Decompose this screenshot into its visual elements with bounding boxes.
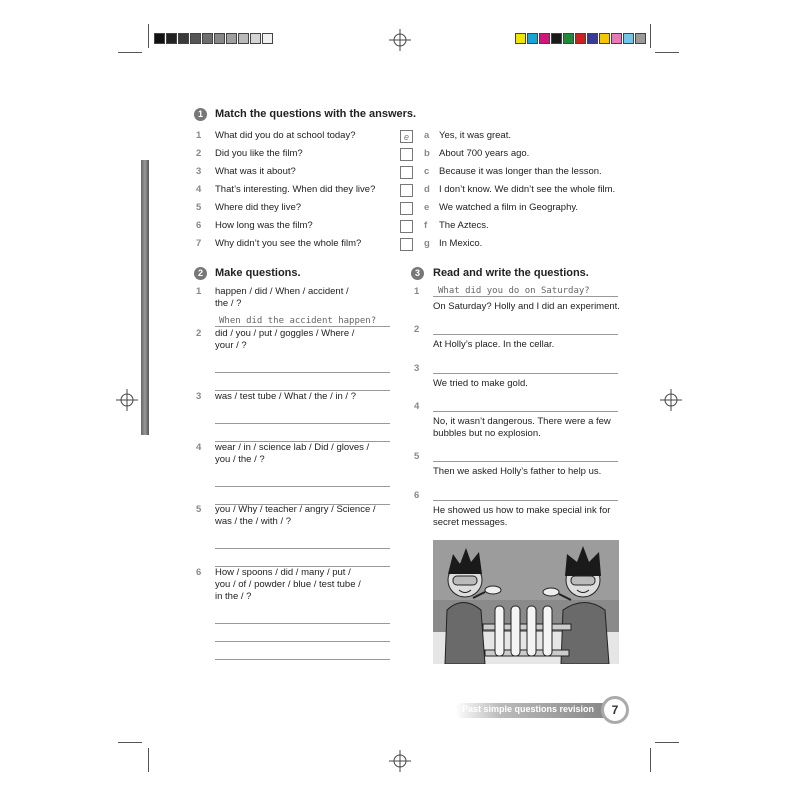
answer-box[interactable] [400, 202, 413, 215]
prompt-line-1: wear / in / science lab / Did / gloves / [215, 442, 370, 453]
answer-line[interactable] [215, 659, 390, 660]
answer-text: About 700 years ago. [439, 148, 530, 159]
response-line-2: bubbles but no explosion. [433, 428, 541, 439]
color-swatch [611, 33, 622, 44]
answer-line[interactable] [215, 641, 390, 642]
answer-text: In Mexico. [439, 238, 483, 249]
question-text: What was it about? [215, 166, 296, 177]
prompt-line-2: the / ? [215, 298, 242, 309]
example-answer: What did you do on Saturday? [438, 286, 590, 296]
response-line-1: He showed us how to make special ink for [433, 505, 611, 516]
question-number: 2 [196, 148, 202, 159]
color-swatch [587, 33, 598, 44]
color-swatch [635, 33, 646, 44]
answer-line[interactable] [433, 296, 618, 297]
gray-swatch [154, 33, 165, 44]
registration-mark-bottom-icon [389, 750, 411, 772]
question-number: 7 [196, 238, 202, 249]
answer-letter: a [424, 130, 430, 141]
question-text: That’s interesting. When did they live? [215, 184, 376, 195]
question-number: 4 [196, 184, 202, 195]
gray-swatch [262, 33, 273, 44]
prompt-line-2: was / the / with / ? [215, 516, 292, 527]
answer-line[interactable] [433, 461, 618, 462]
answer-line[interactable] [433, 500, 618, 501]
answer-text: We watched a film in Geography. [439, 202, 579, 213]
question-number: 6 [196, 220, 202, 231]
item-number: 2 [414, 324, 420, 335]
response-line-1: We tried to make gold. [433, 378, 528, 389]
exercise-number-badge: 1 [194, 108, 207, 121]
question-text: How long was the film? [215, 220, 313, 231]
gray-swatch [178, 33, 189, 44]
response-line-1: On Saturday? Holly and I did an experiment. [433, 301, 620, 312]
answer-text: I don’t know. We didn’t see the whole film. [439, 184, 616, 195]
prompt-line-1: you / Why / teacher / angry / Science / [215, 504, 376, 515]
registration-mark-top-icon [389, 29, 411, 51]
item-number: 6 [414, 490, 420, 501]
item-number: 6 [196, 567, 202, 578]
question-text: What did you do at school today? [215, 130, 356, 141]
color-swatch [515, 33, 526, 44]
item-number: 4 [196, 442, 202, 453]
exercise-title: Make questions. [215, 267, 301, 279]
item-number: 3 [196, 391, 202, 402]
answer-letter: e [424, 202, 430, 213]
answer-line[interactable] [433, 373, 618, 374]
answer-box[interactable] [400, 238, 413, 251]
answer-line[interactable] [215, 548, 390, 549]
answer-box[interactable] [400, 220, 413, 233]
item-number: 4 [414, 401, 420, 412]
example-answer: When did the accident happen? [219, 316, 377, 326]
registration-mark-right-icon [660, 389, 682, 411]
answer-box[interactable]: e [400, 130, 413, 143]
answer-line[interactable] [433, 334, 618, 335]
prompt-line-1: How / spoons / did / many / put / [215, 567, 351, 578]
answer-box[interactable] [400, 184, 413, 197]
answer-letter: c [424, 166, 430, 177]
color-swatch [599, 33, 610, 44]
prompt-line-1: was / test tube / What / the / in / ? [215, 391, 356, 402]
item-number: 3 [414, 363, 420, 374]
question-number: 5 [196, 202, 202, 213]
page-number: 7 [601, 696, 629, 724]
gray-swatch [166, 33, 177, 44]
response-line-1: At Holly’s place. In the cellar. [433, 339, 555, 350]
answer-line[interactable] [215, 486, 390, 487]
gray-swatch [226, 33, 237, 44]
response-line-1: No, it wasn’t dangerous. There were a few [433, 416, 611, 427]
answer-line[interactable] [433, 411, 618, 412]
prompt-line-2: you / of / powder / blue / test tube / [215, 579, 361, 590]
answer-letter: g [424, 238, 430, 249]
answer-letter: b [424, 148, 430, 159]
sidebar-band [141, 160, 149, 435]
answer-line[interactable] [215, 623, 390, 624]
prompt-line-2: you / the / ? [215, 454, 265, 465]
answer-text: The Aztecs. [439, 220, 489, 231]
answer-line[interactable] [215, 372, 390, 373]
kids-experiment-illustration [433, 540, 619, 664]
item-number: 5 [196, 504, 202, 515]
color-swatch [575, 33, 586, 44]
color-swatch [539, 33, 550, 44]
prompt-line-1: happen / did / When / accident / [215, 286, 349, 297]
answer-box[interactable] [400, 166, 413, 179]
color-swatch [623, 33, 634, 44]
answer-line[interactable] [215, 326, 390, 327]
item-number: 1 [414, 286, 420, 297]
question-number: 3 [196, 166, 202, 177]
answer-letter: f [424, 220, 428, 231]
prompt-line-2: your / ? [215, 340, 247, 351]
question-text: Did you like the film? [215, 148, 303, 159]
color-swatch [563, 33, 574, 44]
prompt-line-3: in the / ? [215, 591, 252, 602]
answer-text: Because it was longer than the lesson. [439, 166, 602, 177]
registration-mark-left-icon [116, 389, 138, 411]
exercise-number-badge: 2 [194, 267, 207, 280]
response-line-2: secret messages. [433, 517, 508, 528]
gray-swatch [250, 33, 261, 44]
answer-box[interactable] [400, 148, 413, 161]
question-number: 1 [196, 130, 202, 141]
question-text: Where did they live? [215, 202, 302, 213]
item-number: 1 [196, 286, 202, 297]
prompt-line-1: did / you / put / goggles / Where / [215, 328, 355, 339]
answer-line[interactable] [215, 423, 390, 424]
exercise-number-badge: 3 [411, 267, 424, 280]
gray-swatch [214, 33, 225, 44]
gray-swatch [190, 33, 201, 44]
question-text: Why didn’t you see the whole film? [215, 238, 362, 249]
answer-text: Yes, it was great. [439, 130, 511, 141]
section-title: Past simple questions revision [462, 704, 595, 714]
exercise-title: Match the questions with the answers. [215, 108, 417, 120]
answer-letter: d [424, 184, 430, 195]
color-swatch [527, 33, 538, 44]
item-number: 2 [196, 328, 202, 339]
item-number: 5 [414, 451, 420, 462]
gray-swatch [238, 33, 249, 44]
response-line-1: Then we asked Holly’s father to help us. [433, 466, 602, 477]
exercise-title: Read and write the questions. [433, 267, 589, 279]
gray-swatch [202, 33, 213, 44]
color-swatch [551, 33, 562, 44]
